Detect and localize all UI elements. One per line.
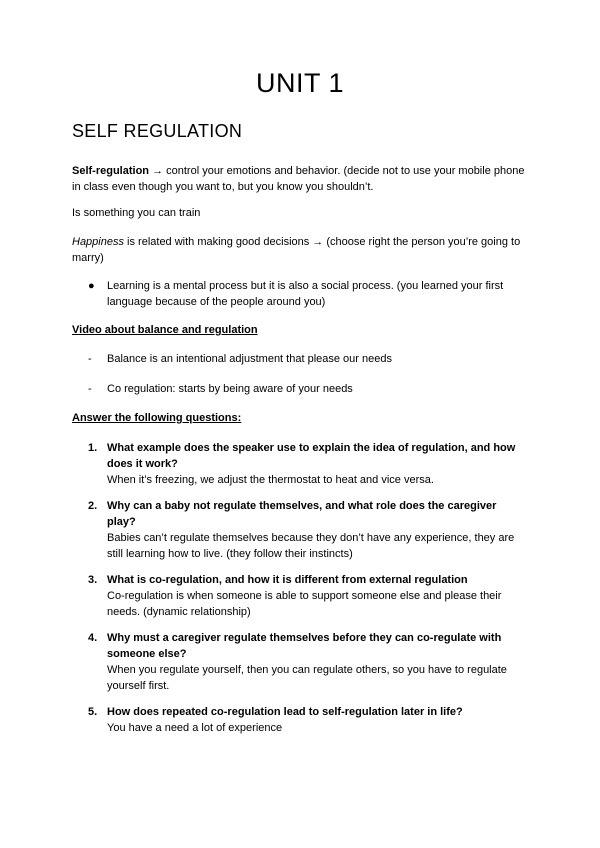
definition-self-regulation: → control your emotions and behavior. (decide not to use your mobile phone in class even though you want to, but you know you shouldn’t. xyxy=(72,165,525,193)
question-number: 3. xyxy=(88,574,98,586)
questions-heading: Answer the following questions: xyxy=(72,412,242,424)
question-text: What example does the speaker use to explain the idea of regulation, and how does it work? xyxy=(107,442,516,470)
paragraph-trainable: Is something you can train xyxy=(72,207,201,219)
answer-text: Babies can’t regulate themselves because they don’t have any experience, they are still learning how to live. (they follow their instincts) xyxy=(107,532,515,560)
question-item xyxy=(107,704,527,736)
section-heading: SELF REGULATION xyxy=(72,121,243,141)
page-title: UNIT 1 xyxy=(255,68,345,98)
dash-item: Balance is an intentional adjustment that please our needs xyxy=(107,353,392,365)
term-self-regulation: Self-regulation xyxy=(72,165,150,177)
question-number: 4. xyxy=(88,632,98,644)
bullet-icon: ● xyxy=(88,280,95,292)
question-item xyxy=(107,498,527,562)
dash-item: Co regulation: starts by being aware of your needs xyxy=(107,383,353,395)
question-text: Why can a baby not regulate themselves, and what role does the caregiver play? xyxy=(107,500,497,528)
definition-happiness: is related with making good decisions → (choose right the person you’re going to marry) xyxy=(72,236,521,264)
question-text: Why must a caregiver regulate themselves before they can co-regulate with someone else? xyxy=(107,632,502,660)
question-text: What is co-regulation, and how it is different from external regulation xyxy=(107,574,468,586)
question-number: 5. xyxy=(88,706,98,718)
answer-text: When you regulate yourself, then you can regulate others, so you have to regulate yourself first. xyxy=(107,664,507,692)
answer-text: You have a need a lot of experience xyxy=(107,722,283,734)
term-happiness: Happiness xyxy=(72,236,124,248)
bullet-item: Learning is a mental process but it is also a social process. (you learned your first language because of the people around you) xyxy=(107,280,504,308)
question-item xyxy=(107,440,527,488)
question-item xyxy=(107,630,527,694)
paragraph-happiness xyxy=(72,234,532,266)
answer-text: Co-regulation is when someone is able to support someone else and please their needs. (dynamic relationship) xyxy=(107,590,502,618)
question-text: How does repeated co-regulation lead to self-regulation later in life? xyxy=(107,706,463,718)
question-number: 2. xyxy=(88,500,98,512)
answer-text: When it’s freezing, we adjust the thermostat to heat and vice versa. xyxy=(107,474,434,486)
question-item xyxy=(107,572,527,620)
dash-icon: - xyxy=(88,383,92,395)
question-number: 1. xyxy=(88,442,98,454)
dash-icon: - xyxy=(88,353,92,365)
video-heading: Video about balance and regulation xyxy=(72,324,258,336)
paragraph-self-regulation xyxy=(72,163,532,195)
